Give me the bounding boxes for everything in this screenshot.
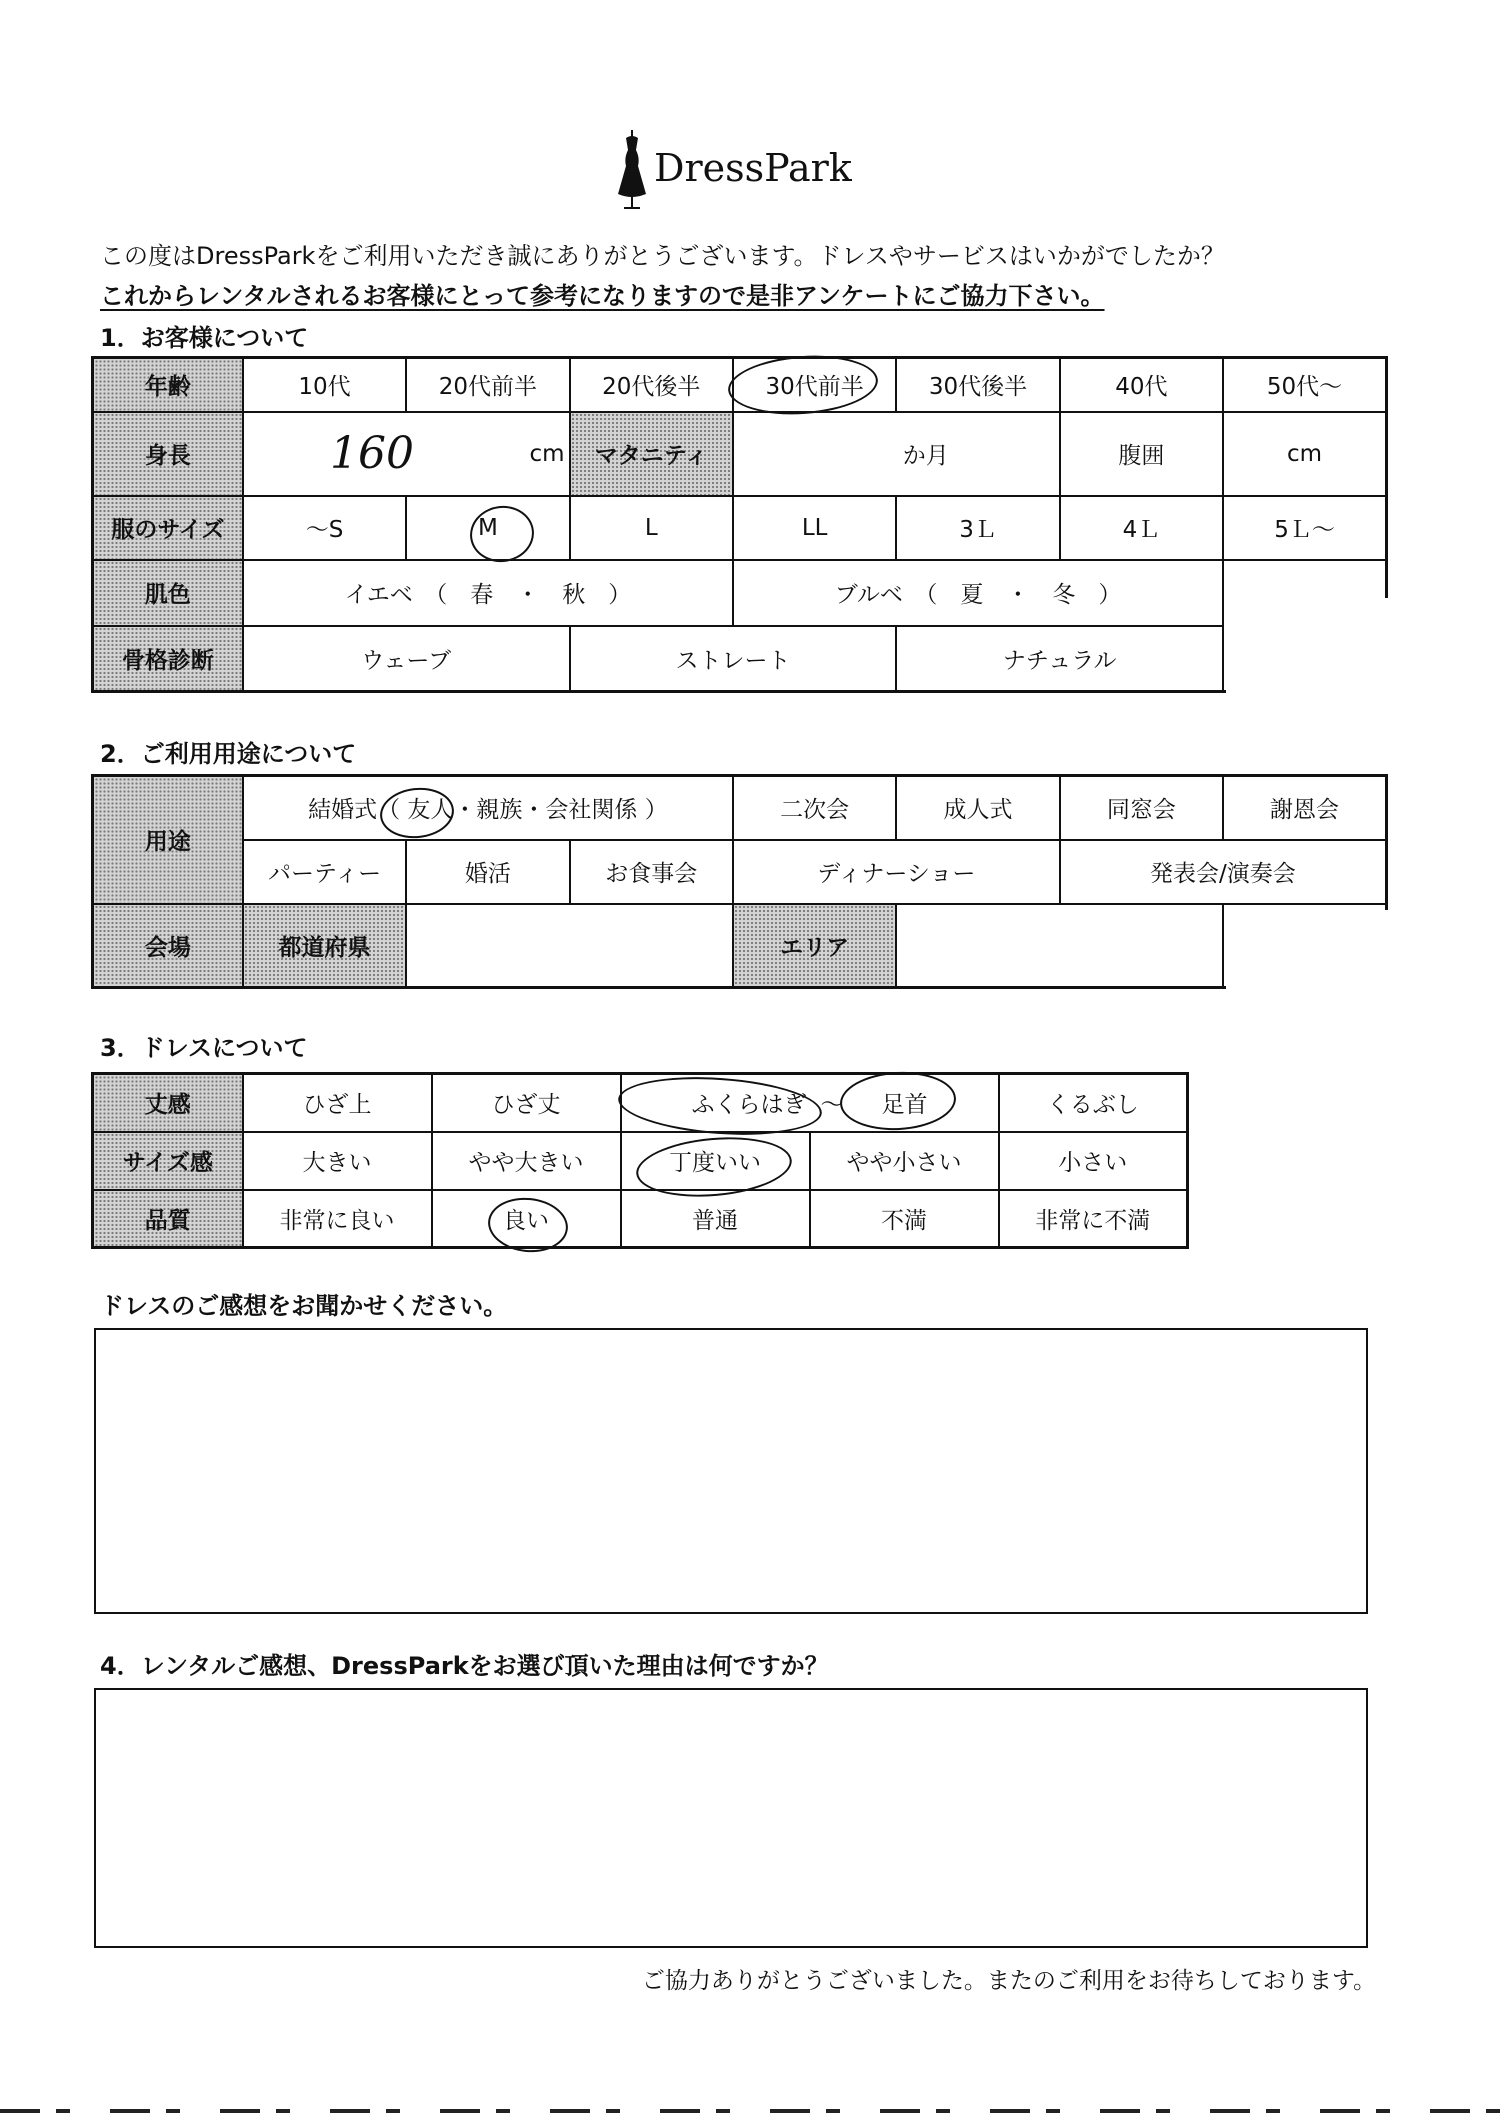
purpose-option[interactable]: パーティー: [243, 840, 406, 904]
customer-table: [91, 356, 1388, 693]
quality-option-selected[interactable]: 良い: [432, 1190, 621, 1248]
purpose-table: [91, 774, 1388, 989]
fit-option[interactable]: 小さい: [999, 1132, 1188, 1190]
size-option[interactable]: 4Ｌ: [1060, 496, 1223, 560]
purpose-option[interactable]: 成人式: [896, 776, 1059, 840]
skin-yellow-option[interactable]: イエベ （ 春 ・ 秋 ）: [243, 560, 733, 626]
waist-unit: cm: [1287, 440, 1323, 467]
purpose-option[interactable]: 謝恩会: [1223, 776, 1386, 840]
purpose-option[interactable]: 発表会/演奏会: [1060, 840, 1387, 904]
waist-label: 腹囲: [1060, 412, 1223, 496]
skin-label: 肌色: [93, 560, 243, 626]
length-option[interactable]: ひざ丈: [432, 1074, 621, 1132]
quality-option[interactable]: 非常に不満: [999, 1190, 1188, 1248]
brand-name: DressPark: [654, 146, 852, 190]
purpose-option[interactable]: ディナーショー: [733, 840, 1060, 904]
quality-option[interactable]: 不満: [810, 1190, 999, 1248]
length-option-selected: ふくらはぎ: [691, 1092, 807, 1119]
table-mask: [1226, 910, 1396, 1000]
purpose-label: 用途: [93, 776, 243, 904]
length-range-connector: ～: [820, 1092, 844, 1119]
length-option-selected: 足首: [881, 1092, 928, 1119]
fit-option[interactable]: やや小さい: [810, 1132, 999, 1190]
intro-text: この度はDressParkをご利用いただき誠にありがとうございます。ドレスやサービスはいかがでしたか？: [100, 242, 1225, 270]
age-option[interactable]: 40代: [1060, 358, 1223, 412]
size-option-selected[interactable]: M: [406, 496, 569, 560]
intro-request: これからレンタルされるお客様にとって参考になりますので是非アンケートにご協力下さい。: [100, 282, 1105, 310]
quality-label: 品質: [93, 1190, 243, 1248]
skin-blue-option[interactable]: ブルベ （ 夏 ・ 冬 ）: [733, 560, 1223, 626]
rental-reason-box[interactable]: [94, 1688, 1368, 1948]
age-option[interactable]: 30代後半: [896, 358, 1059, 412]
age-option[interactable]: 50代～: [1223, 358, 1386, 412]
purpose-wedding[interactable]: 結婚式（ 友人・親族・会社関係 ）: [243, 776, 733, 840]
quality-option[interactable]: 非常に良い: [243, 1190, 432, 1248]
size-option[interactable]: ～S: [243, 496, 406, 560]
waist-field[interactable]: [1223, 412, 1386, 496]
size-label: 服のサイズ: [93, 496, 243, 560]
thanks-message: ご協力ありがとうございました。またのご利用をお待ちしております。: [641, 1968, 1376, 1994]
length-range-selected[interactable]: [621, 1074, 999, 1132]
quality-option[interactable]: 普通: [621, 1190, 810, 1248]
section4-title: 4．レンタルご感想、DressParkをお選び頂いた理由は何ですか？: [100, 1652, 829, 1680]
section1-title: 1．お客様について: [100, 324, 309, 352]
age-label: 年齢: [93, 358, 243, 412]
size-option[interactable]: L: [570, 496, 733, 560]
area-field[interactable]: [896, 904, 1223, 988]
length-option[interactable]: ひざ上: [243, 1074, 432, 1132]
scan-edge-line: [0, 2109, 1500, 2113]
maternity-label: マタニティ: [570, 412, 733, 496]
frame-label: 骨格診断: [93, 626, 243, 692]
size-option[interactable]: 5Ｌ～: [1223, 496, 1386, 560]
prefecture-field[interactable]: [406, 904, 733, 988]
age-option-selected[interactable]: 30代前半: [733, 358, 896, 412]
table-mask: [1226, 598, 1396, 708]
prefecture-label: 都道府県: [243, 904, 406, 988]
dress-comment-box[interactable]: [94, 1328, 1368, 1614]
section3-title: 3．ドレスについて: [100, 1034, 308, 1062]
height-unit: cm: [529, 440, 565, 467]
frame-option[interactable]: ウェーブ: [243, 626, 570, 692]
dress-comment-title: ドレスのご感想をお聞かせください。: [100, 1292, 508, 1320]
length-label: 丈感: [93, 1074, 243, 1132]
age-option[interactable]: 20代前半: [406, 358, 569, 412]
dress-mannequin-icon: [612, 128, 652, 212]
fit-option[interactable]: 大きい: [243, 1132, 432, 1190]
frame-option[interactable]: ストレート: [570, 626, 897, 692]
dress-table: [91, 1072, 1189, 1249]
purpose-option[interactable]: お食事会: [570, 840, 733, 904]
fit-option-selected[interactable]: 丁度いい: [621, 1132, 810, 1190]
length-option[interactable]: くるぶし: [999, 1074, 1188, 1132]
fit-option[interactable]: やや大きい: [432, 1132, 621, 1190]
months-unit: か月: [902, 443, 949, 469]
size-option[interactable]: 3Ｌ: [896, 496, 1059, 560]
dresspark-logo: [612, 128, 852, 212]
height-handwritten-value: 160: [330, 428, 414, 479]
frame-option[interactable]: ナチュラル: [896, 626, 1223, 692]
venue-label: 会場: [93, 904, 243, 988]
size-option[interactable]: LL: [733, 496, 896, 560]
purpose-option[interactable]: 婚活: [406, 840, 569, 904]
maternity-months-field[interactable]: [733, 412, 1060, 496]
age-option[interactable]: 20代後半: [570, 358, 733, 412]
purpose-option[interactable]: 二次会: [733, 776, 896, 840]
purpose-option[interactable]: 同窓会: [1060, 776, 1223, 840]
fit-label: サイズ感: [93, 1132, 243, 1190]
height-label: 身長: [93, 412, 243, 496]
age-option[interactable]: 10代: [243, 358, 406, 412]
section2-title: 2．ご利用用途について: [100, 740, 357, 768]
area-label: エリア: [733, 904, 896, 988]
